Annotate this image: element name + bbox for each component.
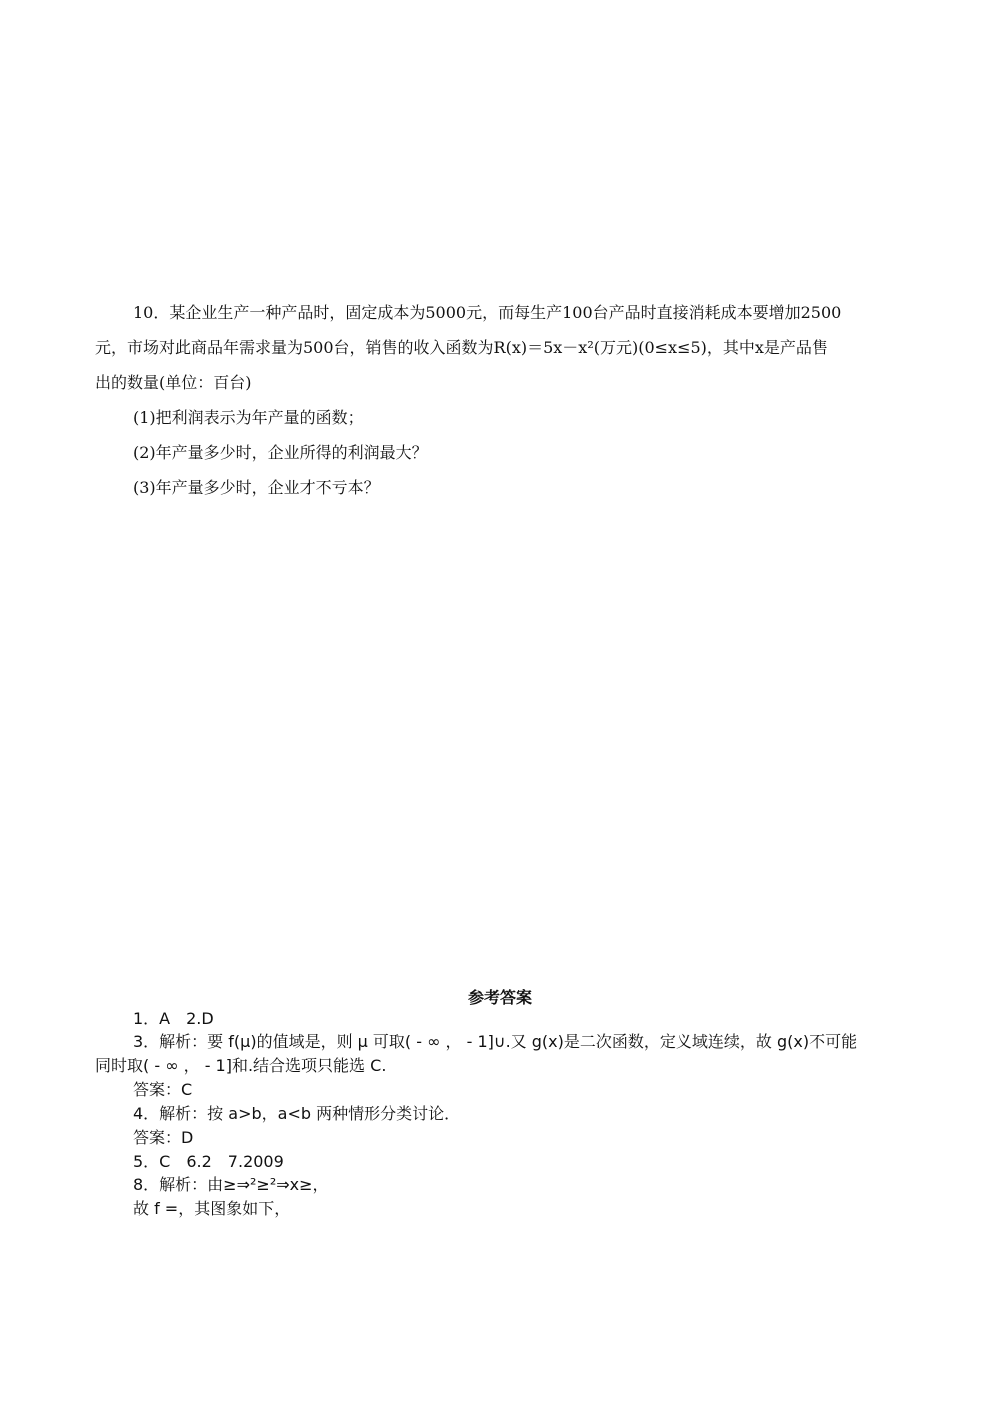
question-10-part-2: (2)年产量多少时，企业所得的利润最大？ bbox=[133, 443, 428, 462]
question-10-line-1: 10．某企业生产一种产品时，固定成本为5000元，而每生产100台产品时直接消耗成本要增加2500 bbox=[133, 303, 842, 322]
answer-5-7: 5．C 6.2 7.2009 bbox=[133, 1152, 284, 1171]
answers-heading: 参考答案 bbox=[467, 988, 532, 1007]
question-10-part-3: (3)年产量多少时，企业才不亏本？ bbox=[133, 478, 380, 497]
answer-3-line-2: 同时取( - ∞ ， - 1]和.结合选项只能选 C. bbox=[95, 1056, 387, 1075]
question-10-line-2: 元，市场对此商品年需求量为500台，销售的收入函数为R(x)＝5x－x²(万元)(0≤x≤5)，其中x是产品售 bbox=[95, 338, 828, 357]
answer-8-line-2: 故 f =，其图象如下， bbox=[133, 1199, 291, 1218]
answer-3-line-1: 3．解析：要 f(μ)的值域是，则 μ 可取( - ∞ ， - 1]∪.又 g(x)是二次函数，定义域连续，故 g(x)不可能 bbox=[133, 1032, 858, 1051]
question-10-line-3: 出的数量(单位：百台) bbox=[95, 373, 252, 392]
answer-8-line-1: 8．解析：由≥⇒²≥²⇒x≥， bbox=[133, 1175, 329, 1194]
answer-3-result: 答案：C bbox=[133, 1080, 193, 1099]
answer-1-2: 1．A 2.D bbox=[133, 1009, 214, 1028]
question-10-part-1: (1)把利润表示为年产量的函数； bbox=[133, 408, 364, 427]
answer-4-result: 答案：D bbox=[133, 1128, 194, 1147]
answer-4-line: 4．解析：按 a>b，a<b 两种情形分类讨论． bbox=[133, 1104, 461, 1123]
